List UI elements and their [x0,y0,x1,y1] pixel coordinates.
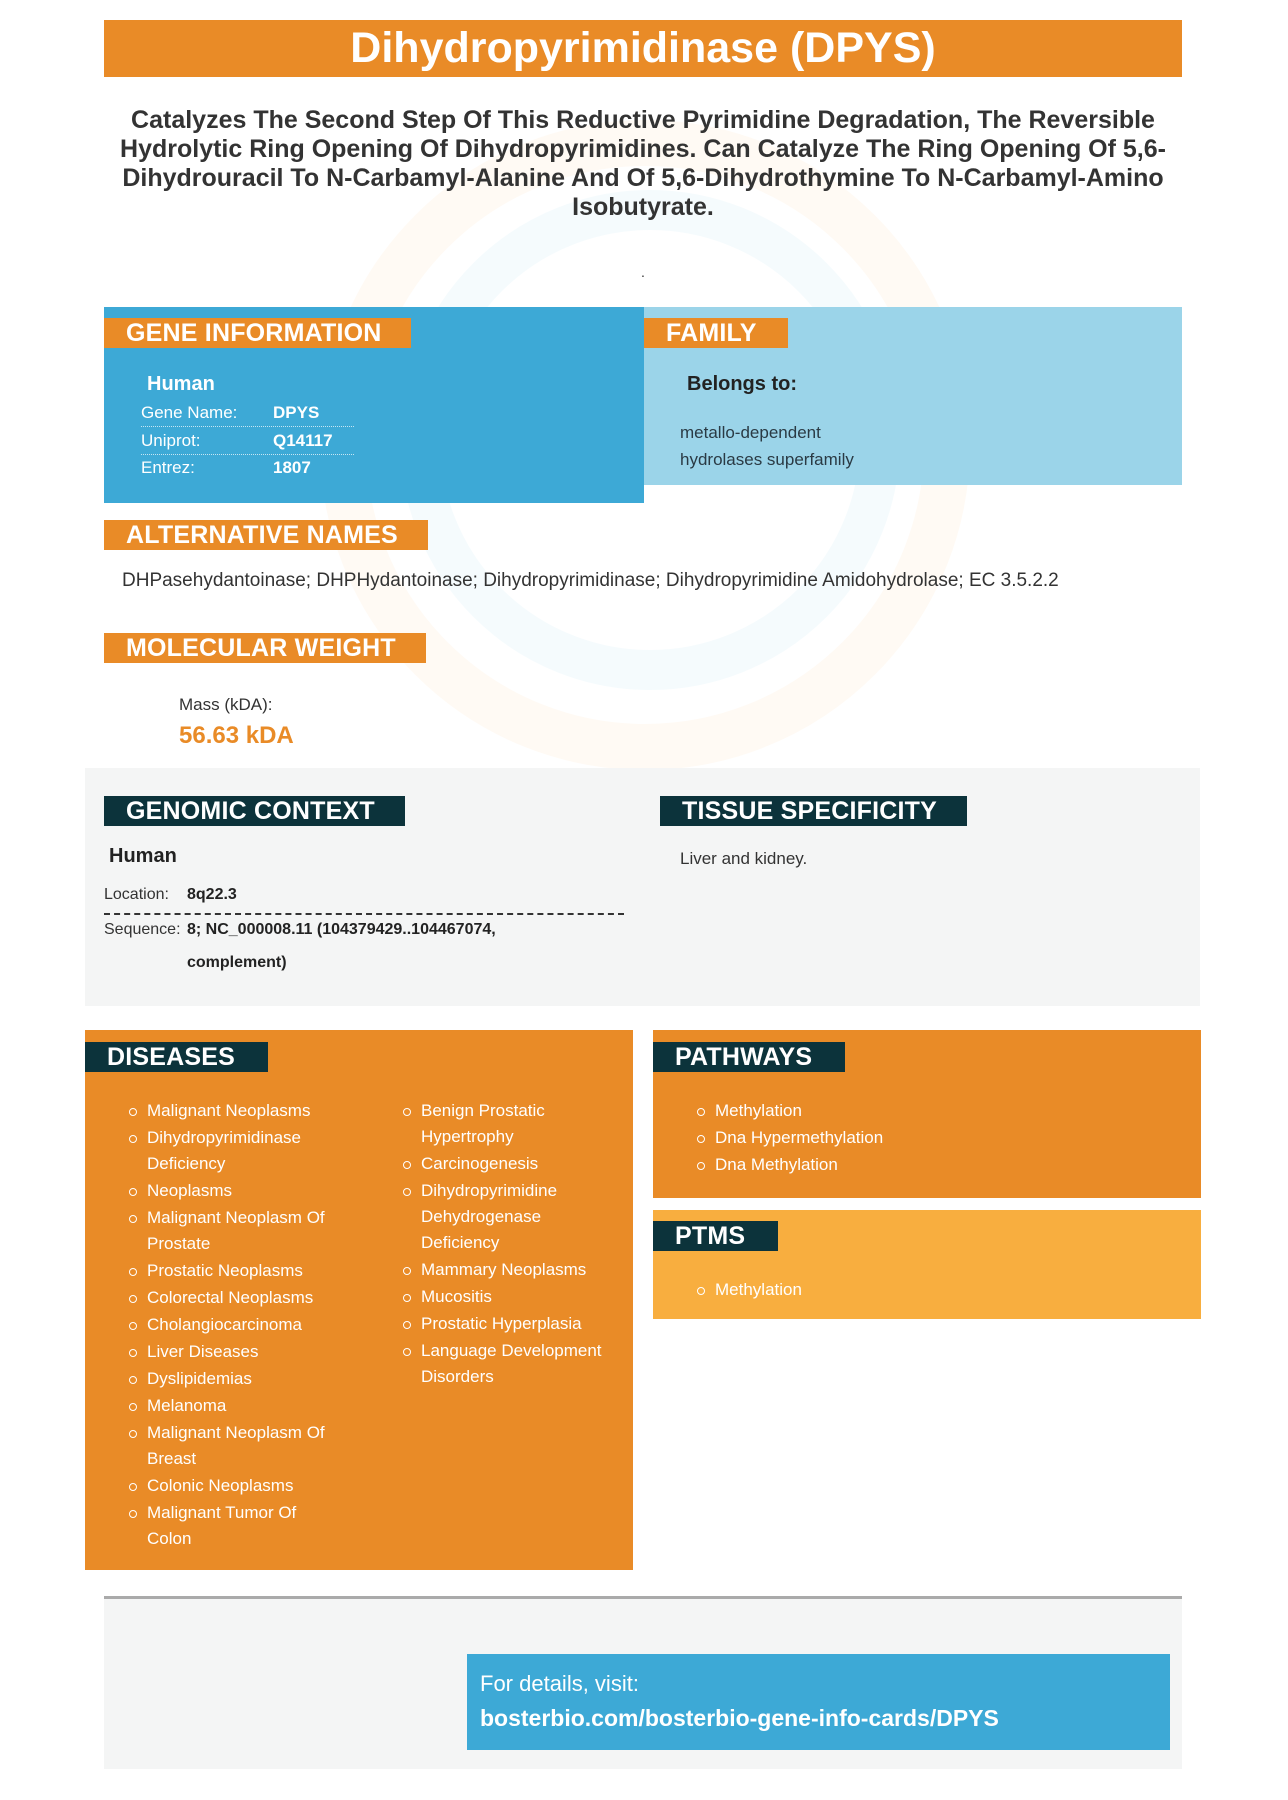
location-value: 8q22.3 [187,886,237,903]
list-item [403,1284,623,1310]
list-item-text: Malignant Neoplasm Of [147,1208,325,1227]
list-item [403,1338,623,1390]
list-item [697,1277,997,1303]
list-item-text: Mammary Neoplasms [421,1260,587,1279]
family-line-1: metallo-dependent [680,423,821,442]
list-item-text: Hypertrophy [421,1127,514,1146]
gene-name-label: Gene Name: [141,403,238,422]
sequence-label: Sequence: [104,921,181,938]
list-item-text: Dna Hypermethylation [715,1128,884,1147]
gene-name-value: DPYS [273,403,320,422]
list-item-text: Dehydrogenase [421,1207,542,1226]
pathways-header: PATHWAYS [653,1042,845,1072]
gene-organism: Human [147,373,215,395]
uniprot-label: Uniprot: [141,431,201,450]
list-item-text: Liver Diseases [147,1342,259,1361]
list-item-text: Deficiency [421,1233,500,1252]
entrez-value: 1807 [273,458,311,477]
list-item-text: Breast [147,1449,197,1468]
list-item [129,1366,349,1392]
list-item [129,1285,349,1311]
list-item-text: Carcinogenesis [421,1154,539,1173]
page-title: Dihydropyrimidinase (DPYS) [104,20,1182,77]
alternative-names-text: DHPasehydantoinase; DHPHydantoinase; Dihydropyrimidinase; Dihydropyrimidine Amidohydrolase; EC 3.5.2.2 [122,570,1059,591]
mass-value: 56.63 kDA [179,722,294,749]
details-link-box[interactable] [467,1654,1170,1750]
list-item-text: Malignant Neoplasm Of [147,1423,325,1442]
entrez-label: Entrez: [141,458,195,477]
list-item [129,1098,349,1124]
list-item [403,1257,623,1283]
genomic-context-header: GENOMIC CONTEXT [104,796,405,826]
list-item-text: Prostate [147,1234,211,1253]
list-item-text: Dihydropyrimidine [421,1181,558,1200]
alternative-names-header: ALTERNATIVE NAMES [104,520,428,550]
list-item-text: Colonic Neoplasms [147,1476,294,1495]
diseases-list-column-1 [129,1098,349,1553]
details-prompt: For details, visit: [480,1671,639,1696]
family-line-2: hydrolases superfamily [680,450,854,469]
location-label: Location: [104,886,169,903]
list-item [129,1312,349,1338]
uniprot-value: Q14117 [273,431,333,450]
list-item [129,1178,349,1204]
list-item [697,1125,997,1151]
list-item [697,1152,997,1178]
list-item-text: Colon [147,1529,192,1548]
list-item-text: Malignant Tumor Of [147,1503,297,1522]
description-dot: . [641,264,645,280]
list-item-text: Dihydropyrimidinase [147,1128,302,1147]
pathways-list [697,1098,997,1179]
list-item [129,1205,349,1257]
list-item [697,1098,997,1124]
family-header: FAMILY [644,318,788,348]
genomic-divider [104,913,624,915]
sequence-value-line-2: complement) [187,954,287,971]
molecular-weight-header: MOLECULAR WEIGHT [104,633,426,663]
list-item-text: Language Development [421,1341,602,1360]
gene-information-header: GENE INFORMATION [104,318,411,348]
gene-description: Catalyzes The Second Step Of This Reductive Pyrimidine Degradation, The Reversible Hydrolytic Ring Opening Of Dihydropyrimidines. Can Catalyze The Ring Opening Of 5,6- Dihydrouracil To N-Carbamyl-Alanine And Of 5,6-Dihydrothymine To N-Carbamyl-Amino Isobutyrate. [120,106,1166,221]
list-item [403,1311,623,1337]
list-item [129,1339,349,1365]
uniprot-row [141,428,354,455]
list-item [129,1125,349,1177]
list-item-text: Deficiency [147,1154,226,1173]
list-item-text: Malignant Neoplasms [147,1101,311,1120]
list-item-text: Neoplasms [147,1181,233,1200]
gene-name-row [141,400,354,427]
list-item-text: Melanoma [147,1396,227,1415]
list-item [129,1500,349,1552]
tissue-specificity-text: Liver and kidney. [680,849,808,868]
list-item-text: Colorectal Neoplasms [147,1288,314,1307]
list-item-text: Benign Prostatic [421,1101,545,1120]
tissue-specificity-header: TISSUE SPECIFICITY [660,796,967,826]
sequence-value-line-1: 8; NC_000008.11 (104379429..104467074, [187,921,496,938]
list-item-text: Methylation [715,1101,802,1120]
ptms-list [697,1277,997,1304]
list-item-text: Methylation [715,1280,802,1299]
list-item [403,1098,623,1150]
list-item-text: Dyslipidemias [147,1369,252,1388]
family-belongs-label: Belongs to: [687,373,797,395]
entrez-row [141,455,354,481]
list-item-text: Cholangiocarcinoma [147,1315,302,1334]
diseases-list-column-2 [403,1098,623,1391]
list-item-text: Disorders [421,1367,494,1386]
mass-label: Mass (kDA): [179,695,273,714]
list-item-text: Mucositis [421,1287,492,1306]
genomic-organism: Human [109,845,177,867]
list-item [129,1258,349,1284]
ptms-header: PTMS [653,1221,778,1251]
list-item-text: Prostatic Neoplasms [147,1261,303,1280]
list-item [129,1393,349,1419]
list-item [129,1420,349,1472]
list-item [403,1178,623,1256]
list-item [129,1473,349,1499]
list-item-text: Prostatic Hyperplasia [421,1314,582,1333]
list-item [403,1151,623,1177]
diseases-header: DISEASES [85,1042,268,1072]
list-item-text: Dna Methylation [715,1155,838,1174]
details-url-link[interactable]: bosterbio.com/bosterbio-gene-info-cards/DPYS [480,1705,999,1731]
